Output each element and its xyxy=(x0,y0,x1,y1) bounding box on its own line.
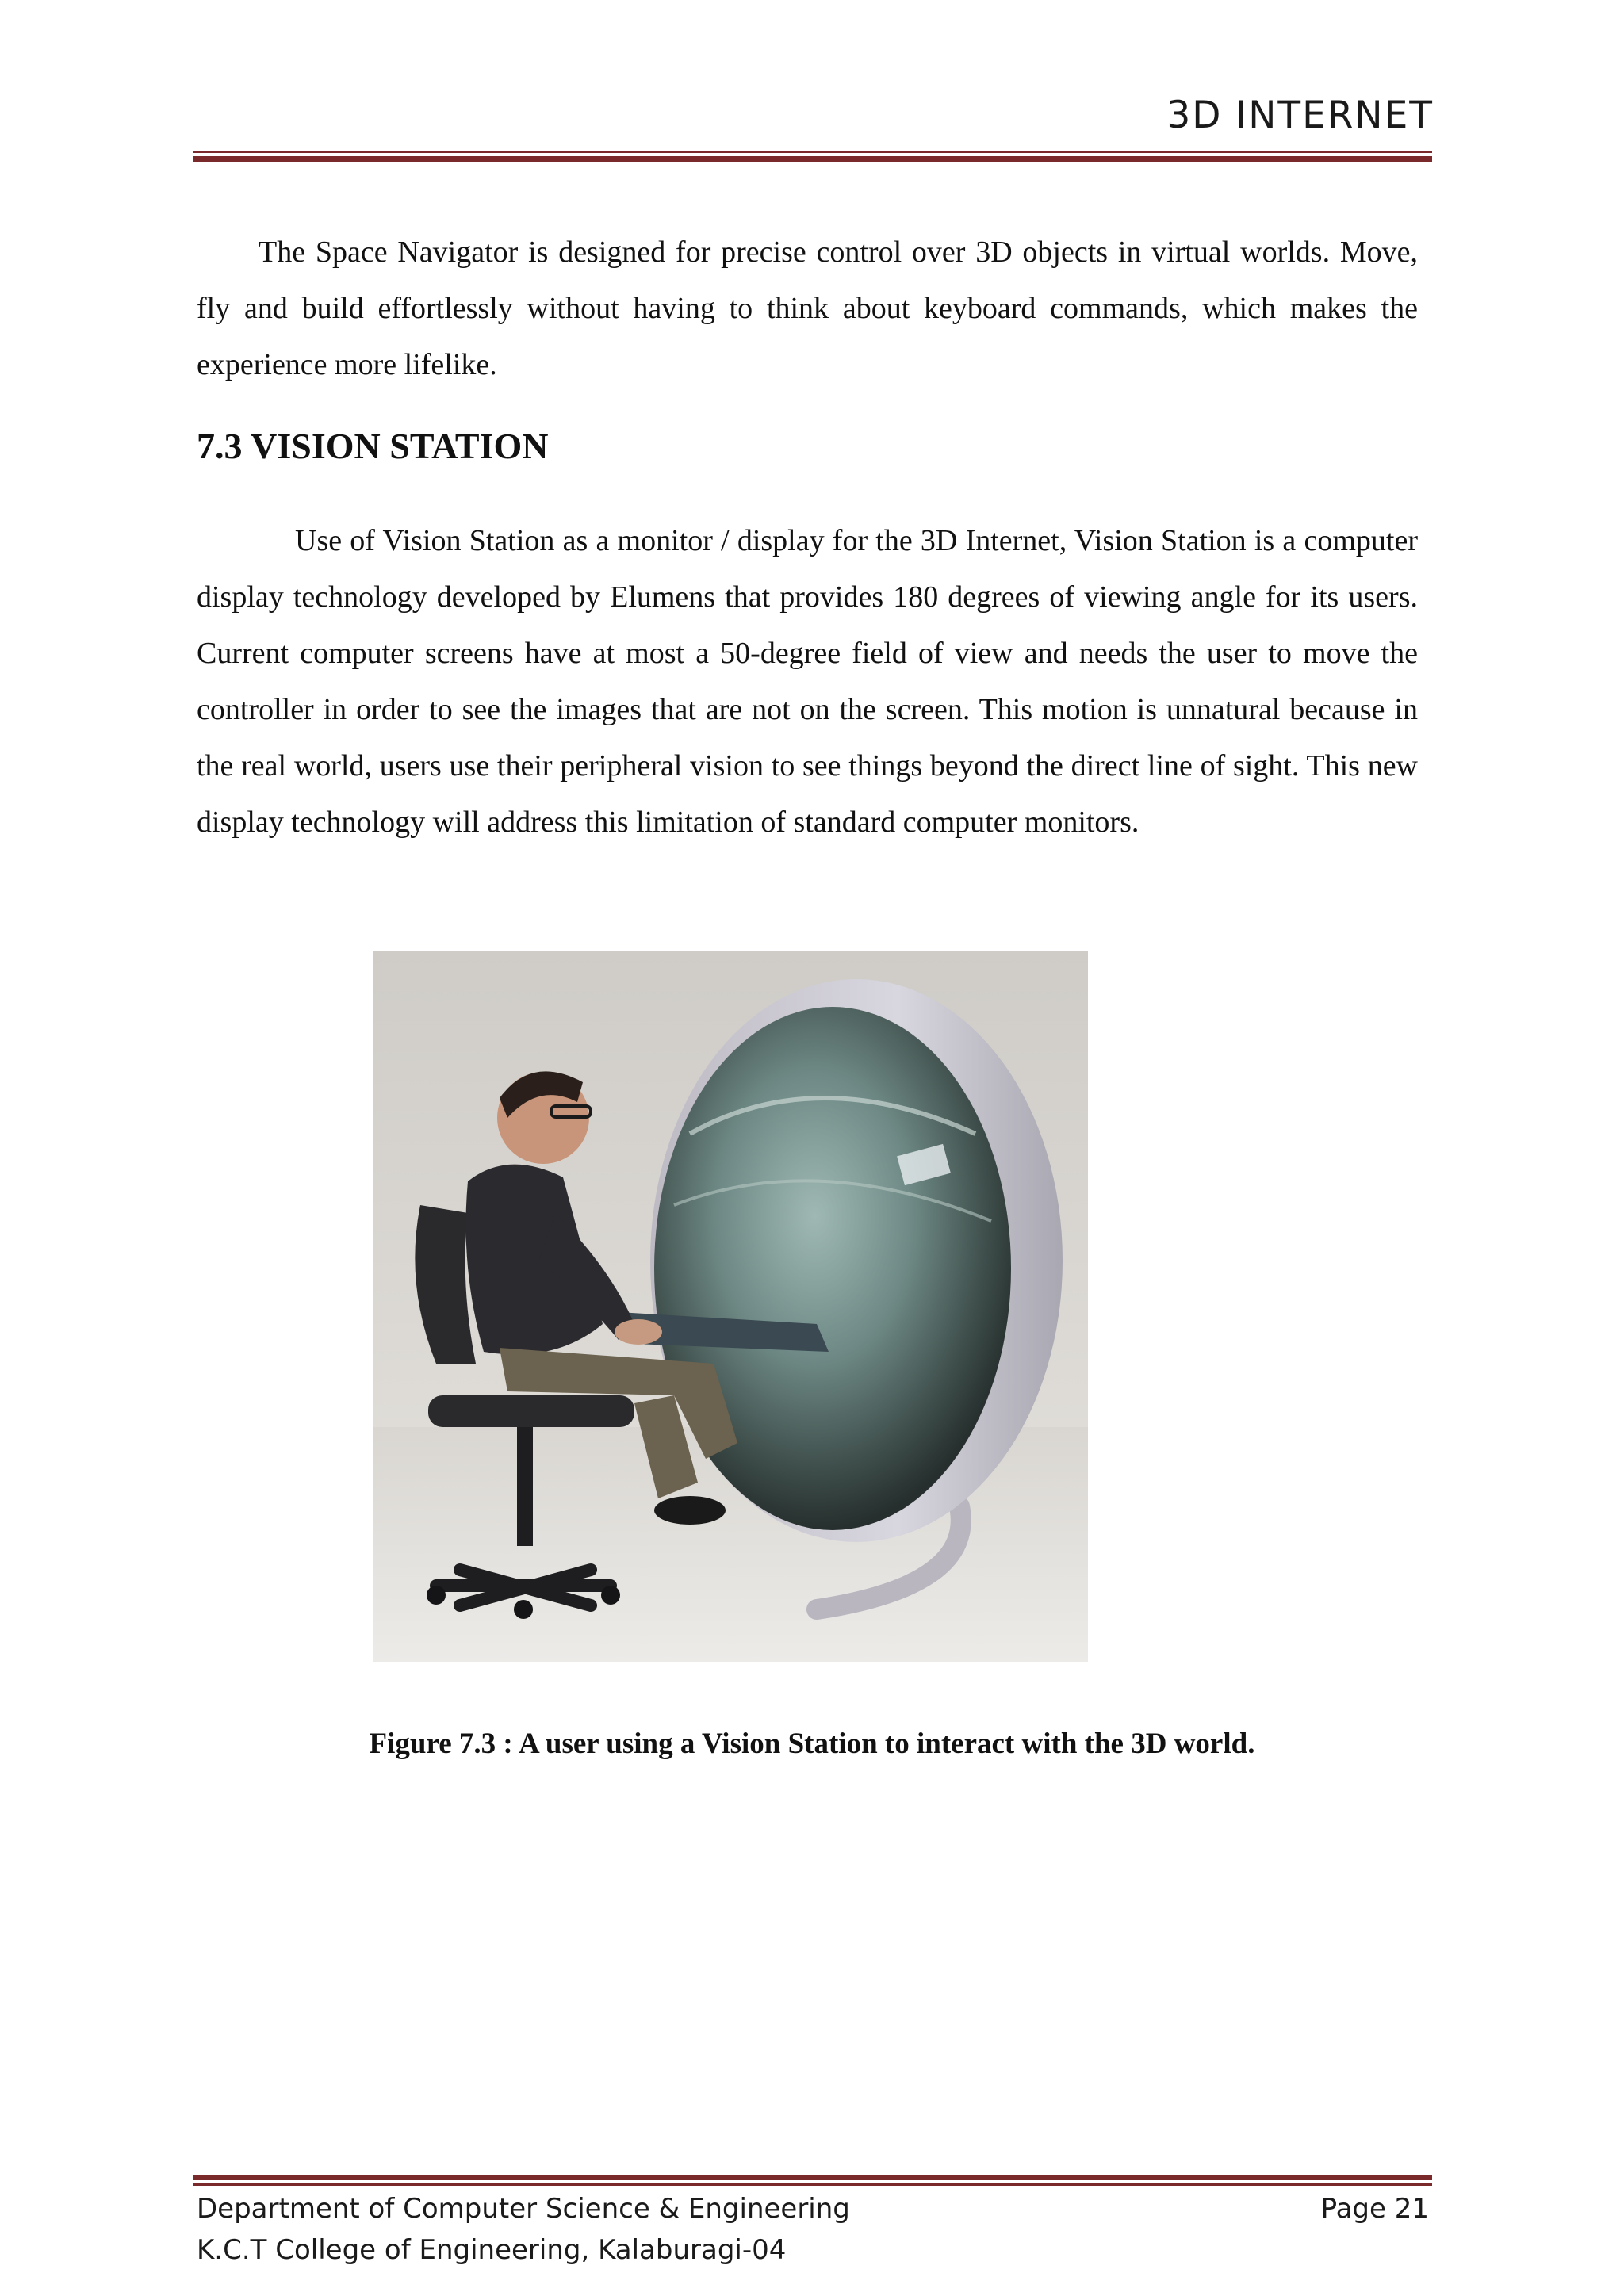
figure-caption: Figure 7.3 : A user using a Vision Station to interact with the 3D world. xyxy=(369,1728,1255,1760)
footer-page-number: Page 21 xyxy=(1320,2193,1429,2225)
person-shoe xyxy=(654,1496,726,1525)
header-rule-thick xyxy=(193,156,1432,162)
footer-rule-thick xyxy=(193,2175,1432,2180)
section-heading: 7.3 VISION STATION xyxy=(197,426,549,466)
footer-college: K.C.T College of Engineering, Kalaburagi-04 xyxy=(197,2234,787,2266)
body-paragraph-1: The Space Navigator is designed for precise control over 3D objects in virtual worlds. Move, fly and build effortlessly without having to think about keyboard commands, which makes the experience more lifelike. xyxy=(197,235,1418,381)
chair-stem xyxy=(517,1427,533,1546)
vision-station-illustration xyxy=(373,951,1088,1662)
figure-vision-station-photo xyxy=(373,951,1088,1662)
body-paragraph-2: Use of Vision Station as a monitor / display for the 3D Internet, Vision Station is a computer display technology developed by Elumens that provides 180 degrees of viewing angle for its users. Current computer screens have at most a 50-degree field of view and needs the user to move the controller in order to see the images that are not on the screen. This motion is unnatural because in the real world, users use their peripheral vision to see things beyond the direct line of sight. This new display technology will address this limitation of standard computer monitors. xyxy=(197,524,1418,839)
footer-left xyxy=(197,2188,850,2271)
header-rule-thin xyxy=(193,151,1432,153)
footer-rule-thin xyxy=(193,2183,1432,2186)
chair-seat xyxy=(428,1395,634,1427)
person-hand xyxy=(615,1319,662,1345)
header-title: 3D INTERNET xyxy=(1166,94,1434,137)
footer-department: Department of Computer Science & Engineering xyxy=(197,2193,850,2225)
